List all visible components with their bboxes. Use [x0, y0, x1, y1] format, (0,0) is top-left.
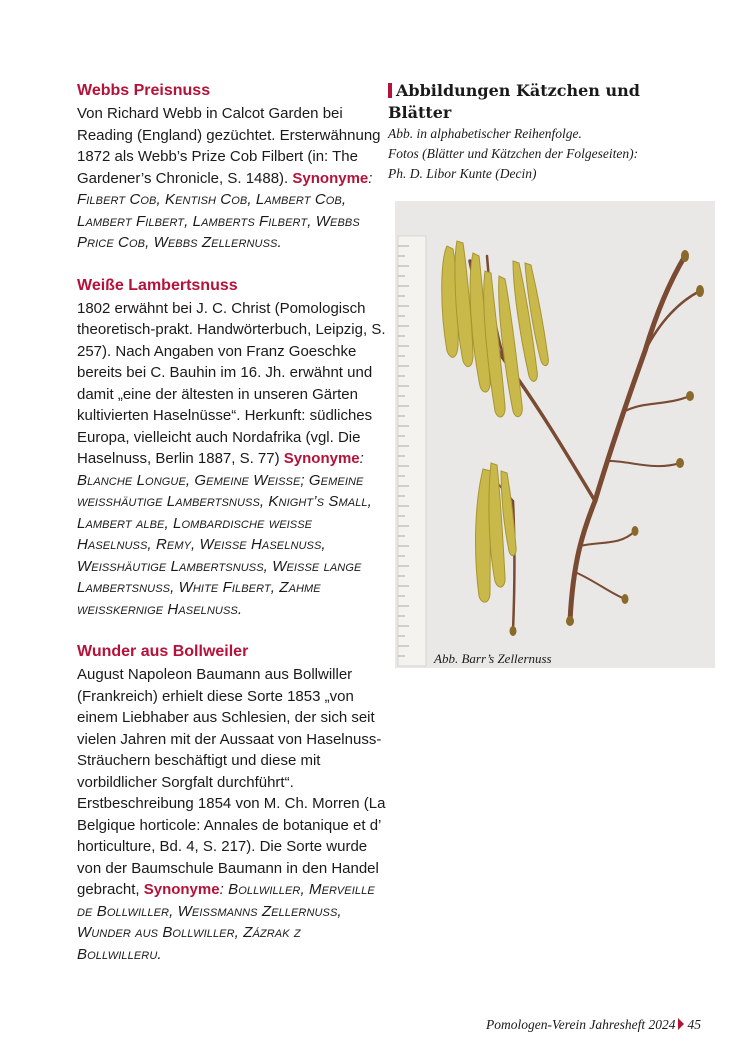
section-note-3: Ph. D. Libor Kunte (Decin)	[388, 166, 537, 181]
triangle-icon	[678, 1018, 684, 1030]
entry-text: Von Richard Webb in Calcot Garden bei Reading (England) gezüchtet. Ersterwähnung 1872 als Webb’s Prize Cob Filbert (in: The Gardener’s Chronicle, S. 1488).	[77, 105, 381, 187]
section-title-text: Abbildungen Kätzchen und Blätter	[388, 81, 640, 122]
catkin-photo-illustration	[395, 201, 715, 668]
entry-wunder-aus-bollweiler	[77, 641, 387, 965]
page-footer	[486, 1017, 701, 1033]
ruler-icon	[398, 236, 426, 666]
entry-title: Webbs Preisnuss	[77, 82, 211, 99]
section-marker	[388, 83, 392, 98]
entry-text: August Napoleon Baumann aus Bollwiller (Frankreich) erhielt diese Sorte 1853 „von einem Liebhaber aus Schlesien, der sich seit vielen Jahren mit der Aussaat von Haselnuss-Sträuchern beschäftigt und diese mit vorbildlicher Sorgfalt durchführt“. Erstbeschreibung 1854 von M. Ch. Morren (La Belgique horticole: Annales de botanique et d’ horticulture, Bd. 4, S. 217). Die Sorte wurde von der Baumschule Baumann in den Handel gebracht,	[77, 666, 386, 898]
page-number: 45	[687, 1017, 701, 1032]
entry-text: 1802 erwähnt bei J. C. Christ (Pomologisch theoretisch-prakt. Handwörterbuch, Leipzig, S. 257). Nach Angaben von Franz Goeschke bereits bei C. Bauhin im 16. Jh. erwähnt und damit „eine der ältesten in unseren Gärten kultivierten Haselnüsse“. Herkunft: südliches Europa, vielleicht auch Nordafrika (vgl. Die Haselnuss, Berlin 1887, S. 77)	[77, 299, 386, 467]
entry-body	[77, 664, 387, 965]
synonyme-label: Synonyme	[143, 881, 220, 898]
synonyme-list: : Bollwiller, Merveille de Bollwiller, Weissmanns Zellernuss, Wunder aus Bollwiller, Zázrak z Bollwilleru.	[77, 881, 375, 963]
photo-caption: Abb. Barr’s Zellernuss	[434, 651, 552, 666]
catkin-photo	[395, 201, 715, 668]
right-column	[388, 80, 708, 184]
entry-weisse-lambertsnuss	[77, 275, 387, 621]
synonyme-label: Synonyme	[283, 450, 360, 467]
entry-webbs-preisnuss	[77, 80, 387, 254]
synonyme-label: Synonyme	[292, 169, 369, 187]
section-note-1: Abb. in alphabetischer Reihenfolge.	[388, 126, 582, 141]
section-note-2: Fotos (Blätter und Kätzchen der Folgeseiten):	[388, 146, 639, 161]
entry-title: Weiße Lambertsnuss	[77, 276, 238, 294]
entry-body	[77, 298, 387, 621]
left-column	[77, 80, 387, 986]
entry-title: Wunder aus Bollweiler	[77, 643, 249, 660]
synonyme-list: : Blanche Longue, Gemeine Weisse; Gemeine weisshäutige Lambertsnuss, Knight’s Small, Lambert albe, Lombardische weisse Haselnuss, Remy, Weisse Haselnuss, Weisshäutige Lambertsnuss, Weisse lange Lambertsnuss, White Filbert, Zahme weisskernige Haselnuss.	[77, 450, 372, 618]
section-title	[388, 80, 708, 124]
entry-body	[77, 103, 387, 254]
synonyme-list: : Filbert Cob, Kentish Cob, Lambert Cob, Lambert Filbert, Lamberts Filbert, Webbs Price Cob, Webbs Zellernuss.	[77, 169, 373, 251]
journal-title: Pomologen-Verein Jahresheft 2024	[486, 1017, 676, 1032]
